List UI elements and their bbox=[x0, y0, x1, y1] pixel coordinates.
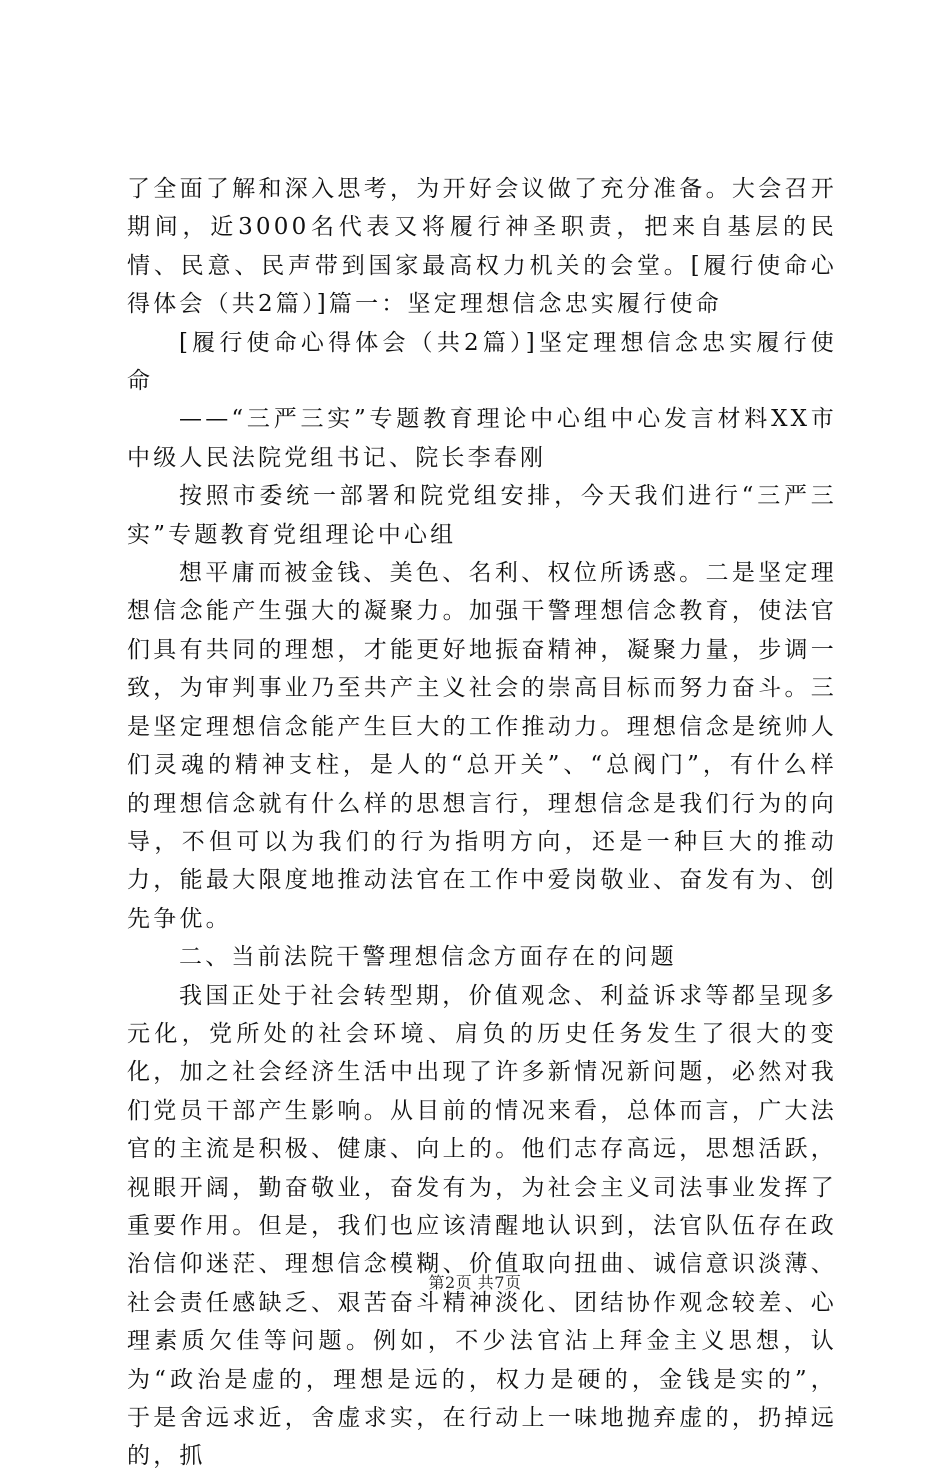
paragraph-article-title: [履行使命心得体会（共2篇）]坚定理想信念忠实履行使命 bbox=[127, 329, 837, 395]
paragraph-intro: 了全面了解和深入思考，为开好会议做了充分准备。大会召开期间，近3000名代表又将履行神圣职责，把来自基层的民情、民意、民声带到国家最高权力机关的会堂。[履行使命心得体会（共2篇）]篇一：坚定理想信念忠实履行使命 bbox=[127, 176, 837, 318]
paragraph-opening: 按照市委统一部署和院党组安排，今天我们进行“三严三实”专题教育党组理论中心组 bbox=[127, 483, 837, 548]
paragraph-subtitle: ——“三严三实”专题教育理论中心组中心发言材料XX市中级人民法院党组书记、院长李春刚 bbox=[127, 406, 837, 471]
paragraph-problems: 我国正处于社会转型期，价值观念、利益诉求等都呈现多元化，党所处的社会环境、肩负的历史任务发生了很大的变化，加之社会经济生活中出现了许多新情况新问题，必然对我们党员干部产生影响。从目前的情况来看，总体而言，广大法官的主流是积极、健康、向上的。他们志存高远，思想活跃，视眼开阔，勤奋敬业，奋发有为，为社会主义司法事业发挥了重要作用。但是，我们也应该清醒地认识到，法官队伍存在政治信仰迷茫、理想信念模糊、价值取向扭曲、诚信意识淡薄、社会责任感缺乏、艰苦奋斗精神淡化、团结协作观念较差、心理素质欠佳等问题。例如，不少法官沾上拜金主义思想，认为“政治是虚的，理想是远的，权力是硬的，金钱是实的”，于是舍远求近，舍虚求实，在行动上一味地抛弃虚的，扔掉远的，抓 bbox=[127, 982, 837, 1470]
paragraph-ideals: 想平庸而被金钱、美色、名利、权位所诱惑。二是坚定理想信念能产生强大的凝聚力。加强干警理想信念教育，使法官们具有共同的理想，才能更好地振奋精神，凝聚力量，步调一致，为审判事业乃至共产主义社会的崇高目标而努力奋斗。三是坚定理想信念能产生巨大的工作推动力。理想信念是统帅人们灵魂的精神支柱，是人的“总开关”、“总阀门”，有什么样的理想信念就有什么样的思想言行，理想信念是我们行为的向导，不但可以为我们的行为指明方向，还是一种巨大的推动力，能最大限度地推动法官在工作中爱岗敬业、奋发有为、创先争优。 bbox=[127, 560, 837, 932]
section-heading: 二、当前法院干警理想信念方面存在的问题 bbox=[179, 944, 677, 971]
page-number: 第2页 共7页 bbox=[428, 1273, 522, 1292]
